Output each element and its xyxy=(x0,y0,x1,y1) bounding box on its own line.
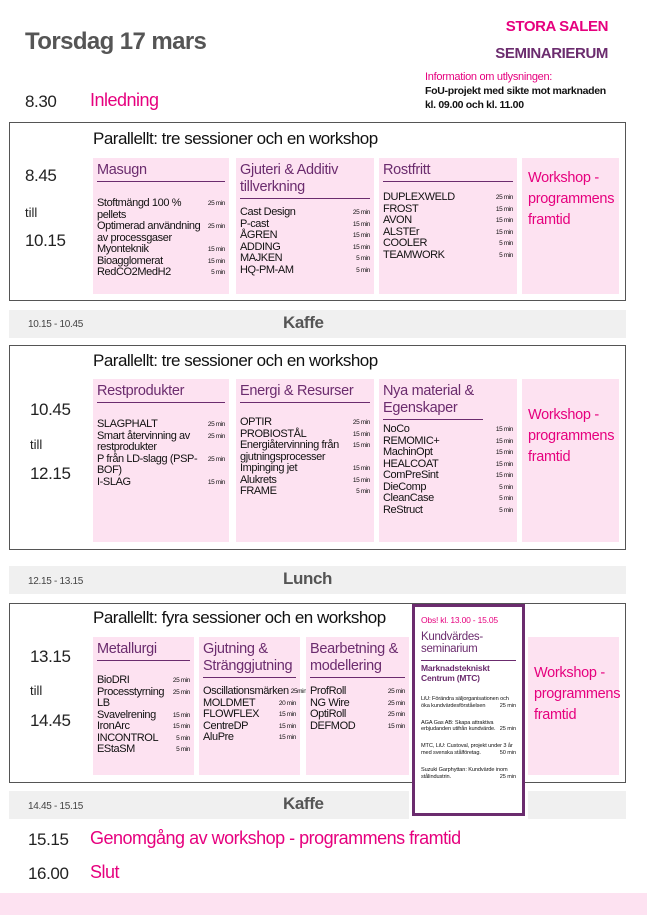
seminar-item: Suzuki Garphyttan: Kundvärde inom stålindustrin. 25 min xyxy=(421,766,516,780)
session-energi xyxy=(236,379,374,542)
list-item: P-cast 15 min xyxy=(240,217,370,230)
session-title: Bearbetning & modellering xyxy=(310,641,405,678)
list-item: OptiRoll 25 min xyxy=(310,708,405,720)
workshop-line: Workshop - xyxy=(534,665,605,681)
intro-title: Inledning xyxy=(90,90,159,110)
list-item: EStaSM 5 min xyxy=(97,743,190,755)
list-item: TEAMWORK 5 min xyxy=(383,248,513,261)
seminar-item: LiU: Förändra säljorganisationen och öka kundvärdesförståelsen 25 min xyxy=(421,696,516,709)
list-item: Bioagglomerat 15 min xyxy=(97,254,225,267)
seminar-item: MTC, LiU: Custoval, projekt under 3 år med svenska stålföretag. 50 min xyxy=(421,743,516,756)
list-item: CentreDP 15 min xyxy=(203,719,296,732)
list-item: FLOWFLEX 15 min xyxy=(203,708,296,720)
list-item: CleanCase 5 min xyxy=(383,492,513,504)
list-item: ReStruct 5 min xyxy=(383,503,513,516)
review-title: Genomgång av workshop - programmens framtid xyxy=(90,828,461,848)
customer-value-seminar-box xyxy=(412,604,525,816)
session-items xyxy=(383,192,513,261)
workshop-1 xyxy=(522,158,619,294)
list-item: DieComp 5 min xyxy=(383,480,513,493)
review-time: 15.15 xyxy=(28,830,69,849)
session-items xyxy=(97,419,225,488)
info-line-2: kl. 09.00 och kl. 11.00 xyxy=(425,99,524,111)
list-item: DUPLEXWELD 25 min xyxy=(383,191,513,203)
workshop-line: framtid xyxy=(528,212,571,228)
list-item: Smart återvinning av restprodukter 25 min xyxy=(97,429,225,453)
hall-secondary: SEMINARIERUM xyxy=(495,45,608,62)
workshop-2 xyxy=(522,379,619,542)
session-items xyxy=(240,207,370,276)
session-items xyxy=(97,675,190,756)
seminar-title: Kundvärdes- seminarium xyxy=(421,631,483,655)
workshop-3 xyxy=(528,637,619,775)
list-item: NoCo 15 min xyxy=(383,423,513,435)
list-item: Impinging jet 15 min xyxy=(240,462,370,474)
info-heading: Information om utlysningen: xyxy=(425,71,553,83)
session-items xyxy=(203,685,307,744)
block-1-till: till xyxy=(25,205,38,220)
block-3-start: 13.15 xyxy=(30,647,71,666)
list-item: SLAGPHALT 25 min xyxy=(97,418,225,430)
break-1-time: 10.15 - 10.45 xyxy=(28,319,84,330)
session-title: Gjutning & Stränggjutning xyxy=(203,641,296,678)
session-title: Rostfritt xyxy=(383,162,513,182)
seminar-organizer: Marknadstekniskt Centrum (MTC) xyxy=(421,660,516,683)
session-items xyxy=(383,424,513,516)
block-1-heading: Parallellt: tre sessioner och en workshop xyxy=(93,129,378,148)
page-title: Torsdag 17 mars xyxy=(25,28,207,55)
session-items xyxy=(310,686,405,732)
break-3-time: 14.45 - 15.15 xyxy=(28,801,84,812)
break-bar-3-end xyxy=(528,791,626,819)
session-title: Metallurgi xyxy=(97,641,190,661)
list-item: ProfRoll 25 min xyxy=(310,685,405,697)
list-item: Processtyrning LB 25 min xyxy=(97,685,190,709)
list-item: Svavelrening 15 min xyxy=(97,708,190,721)
block-1-start: 8.45 xyxy=(25,166,57,185)
hall-primary: STORA SALEN xyxy=(505,18,608,35)
workshop-line: Workshop - xyxy=(528,170,599,186)
list-item: FRAME 5 min xyxy=(240,485,370,497)
break-2-label: Lunch xyxy=(283,569,332,588)
list-item: COOLER 5 min xyxy=(383,237,513,249)
list-item: AVON 15 min xyxy=(383,214,513,226)
block-2-start: 10.45 xyxy=(30,400,71,419)
workshop-line: programmens xyxy=(534,686,621,702)
list-item: Cast Design 25 min xyxy=(240,206,370,218)
list-item: ALSTEr 15 min xyxy=(383,225,513,238)
workshop-line: Workshop - xyxy=(528,407,599,423)
seminar-note: Obs! kl. 13.00 - 15.05 xyxy=(421,615,498,625)
list-item: OPTIR 25 min xyxy=(240,416,370,428)
block-1-end: 10.15 xyxy=(25,231,66,250)
session-metallurgi xyxy=(93,637,194,775)
block-3-end: 14.45 xyxy=(30,711,71,730)
session-nya-material xyxy=(379,379,517,542)
workshop-line: framtid xyxy=(528,449,571,465)
block-2-till: till xyxy=(30,437,43,452)
list-item: Energiåtervinning från gjutningsprocesser 15 min xyxy=(240,439,370,463)
list-item: MachinOpt 15 min xyxy=(383,446,513,458)
list-item: ÅGREN 15 min xyxy=(240,229,370,241)
list-item: Stoftmängd 100 % pellets 25 min xyxy=(97,197,225,221)
session-items xyxy=(97,198,225,279)
list-item: MAJKEN 5 min xyxy=(240,252,370,264)
list-item: Alukrets 15 min xyxy=(240,473,370,486)
list-item: HQ-PM-AM 5 min xyxy=(240,263,370,276)
list-item: Optimerad användning av processgaser 25 min xyxy=(97,220,225,244)
block-2-heading: Parallellt: tre sessioner och en workshop xyxy=(93,351,378,370)
list-item: ADDING 15 min xyxy=(240,240,370,253)
session-title: Restprodukter xyxy=(97,383,225,403)
session-bearbetning xyxy=(306,637,409,775)
end-time: 16.00 xyxy=(28,864,69,883)
session-title: Energi & Resurser xyxy=(240,383,370,403)
session-rostfritt xyxy=(379,158,517,294)
list-item: MOLDMET 20 min xyxy=(203,696,296,709)
list-item: REMOMIC+ 15 min xyxy=(383,434,513,447)
session-title: Gjuteri & Additiv tillverkning xyxy=(240,162,370,199)
seminar-item: AGA Gas AB: Skapa attraktiva erbjudanden utifrån kundvärde. 25 min xyxy=(421,719,516,733)
list-item: FROST 15 min xyxy=(383,202,513,215)
list-item: DEFMOD 15 min xyxy=(310,719,405,732)
footer-band xyxy=(0,893,647,915)
end-title: Slut xyxy=(90,862,120,882)
list-item: BioDRI 25 min xyxy=(97,674,190,686)
list-item: NG Wire 25 min xyxy=(310,696,405,709)
block-3-heading: Parallellt: fyra sessioner och en workshop xyxy=(93,608,386,627)
block-3-till: till xyxy=(30,683,43,698)
list-item: PROBIOSTÅL 15 min xyxy=(240,427,370,440)
list-item: AluPre 15 min xyxy=(203,731,296,743)
intro-time: 8.30 xyxy=(25,92,57,111)
session-restprodukter xyxy=(93,379,229,542)
block-2-end: 12.15 xyxy=(30,464,71,483)
list-item: Myonteknik 15 min xyxy=(97,243,225,255)
list-item: P från LD-slagg (PSP-BOF) 25 min xyxy=(97,452,225,476)
workshop-line: framtid xyxy=(534,707,577,723)
list-item: IronArc 15 min xyxy=(97,720,190,732)
list-item: HEALCOAT 15 min xyxy=(383,457,513,470)
break-2-time: 12.15 - 13.15 xyxy=(28,576,84,587)
session-title: Masugn xyxy=(97,162,225,182)
list-item: INCONTROL 5 min xyxy=(97,731,190,744)
session-gjutning xyxy=(199,637,307,775)
info-line-1: FoU-projekt med sikte mot marknaden xyxy=(425,85,606,97)
workshop-line: programmens xyxy=(528,428,615,444)
list-item: Oscillationsmärken 25min xyxy=(203,685,307,697)
session-title: Nya material & Egenskaper xyxy=(383,383,483,420)
break-3-label: Kaffe xyxy=(283,794,324,813)
session-masugn xyxy=(93,158,229,294)
break-1-label: Kaffe xyxy=(283,313,324,332)
list-item: ComPreSint 15 min xyxy=(383,469,513,481)
list-item: I-SLAG 15 min xyxy=(97,475,225,488)
list-item: RedCO2MedH2 5 min xyxy=(97,266,225,278)
session-gjuteri xyxy=(236,158,374,294)
session-items xyxy=(240,417,370,498)
workshop-line: programmens xyxy=(528,191,615,207)
